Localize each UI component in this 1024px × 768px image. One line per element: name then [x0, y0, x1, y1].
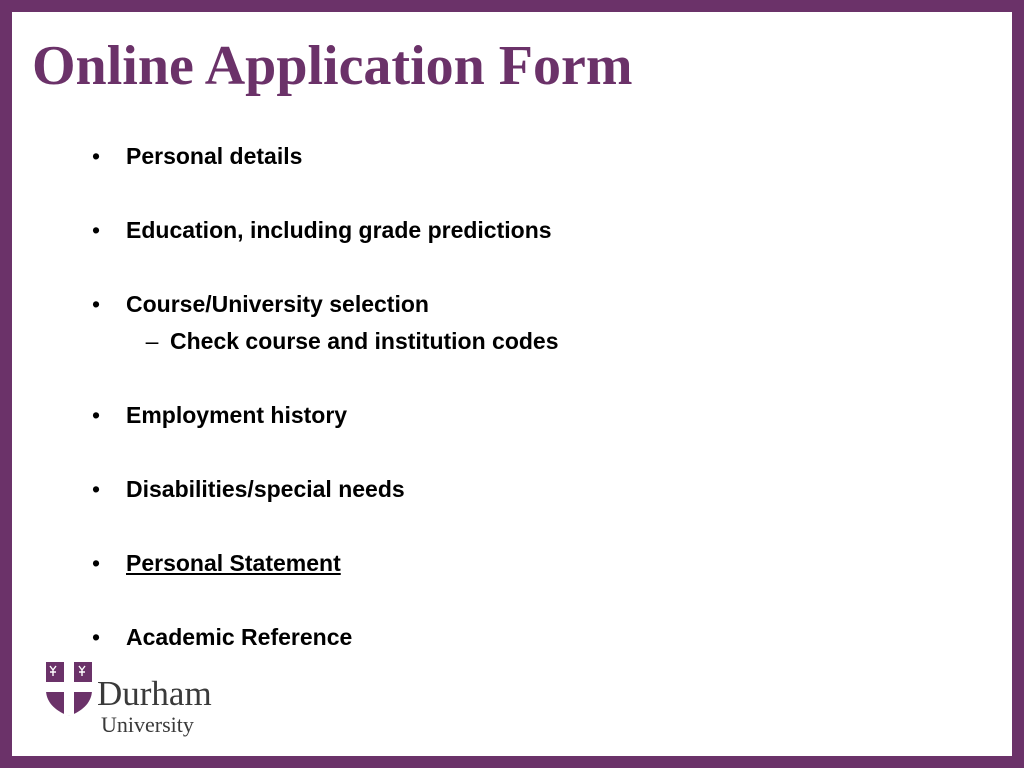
- bullet-icon: •: [91, 143, 101, 169]
- list-item-text: Employment history: [126, 402, 348, 428]
- list-item-text: Education, including grade predictions: [126, 217, 552, 243]
- list-item-text: Disabilities/special needs: [126, 476, 405, 502]
- list-item: [86, 399, 559, 431]
- bullet-icon: •: [91, 217, 101, 243]
- bullet-icon: •: [91, 624, 101, 650]
- bullet-icon: •: [91, 291, 101, 317]
- logo-wordmark: Durham: [97, 674, 212, 713]
- list-item: [86, 140, 559, 172]
- bullet-icon: •: [91, 550, 101, 576]
- dash-bullet-icon: –: [145, 328, 159, 354]
- list-item-text: Personal details: [126, 143, 303, 169]
- slide: [12, 12, 1012, 756]
- bullet-icon: •: [91, 402, 101, 428]
- durham-crest-icon: [44, 660, 94, 718]
- list-item: [86, 214, 559, 246]
- bullet-icon: •: [91, 476, 101, 502]
- personal-statement-link[interactable]: Personal Statement: [126, 550, 341, 576]
- list-item: [86, 547, 559, 579]
- logo-subtitle: University: [101, 712, 194, 737]
- sub-list-item-text: Check course and institution codes: [170, 328, 559, 354]
- list-item-text: Academic Reference: [126, 624, 353, 650]
- bullet-list: [86, 140, 559, 695]
- list-item-text: Course/University selection: [126, 291, 429, 317]
- list-item: [86, 473, 559, 505]
- list-item: [86, 288, 559, 357]
- durham-university-logo: [44, 660, 254, 744]
- slide-title: Online Application Form: [32, 35, 633, 97]
- list-item: [86, 621, 559, 653]
- sub-list-item: [86, 325, 559, 357]
